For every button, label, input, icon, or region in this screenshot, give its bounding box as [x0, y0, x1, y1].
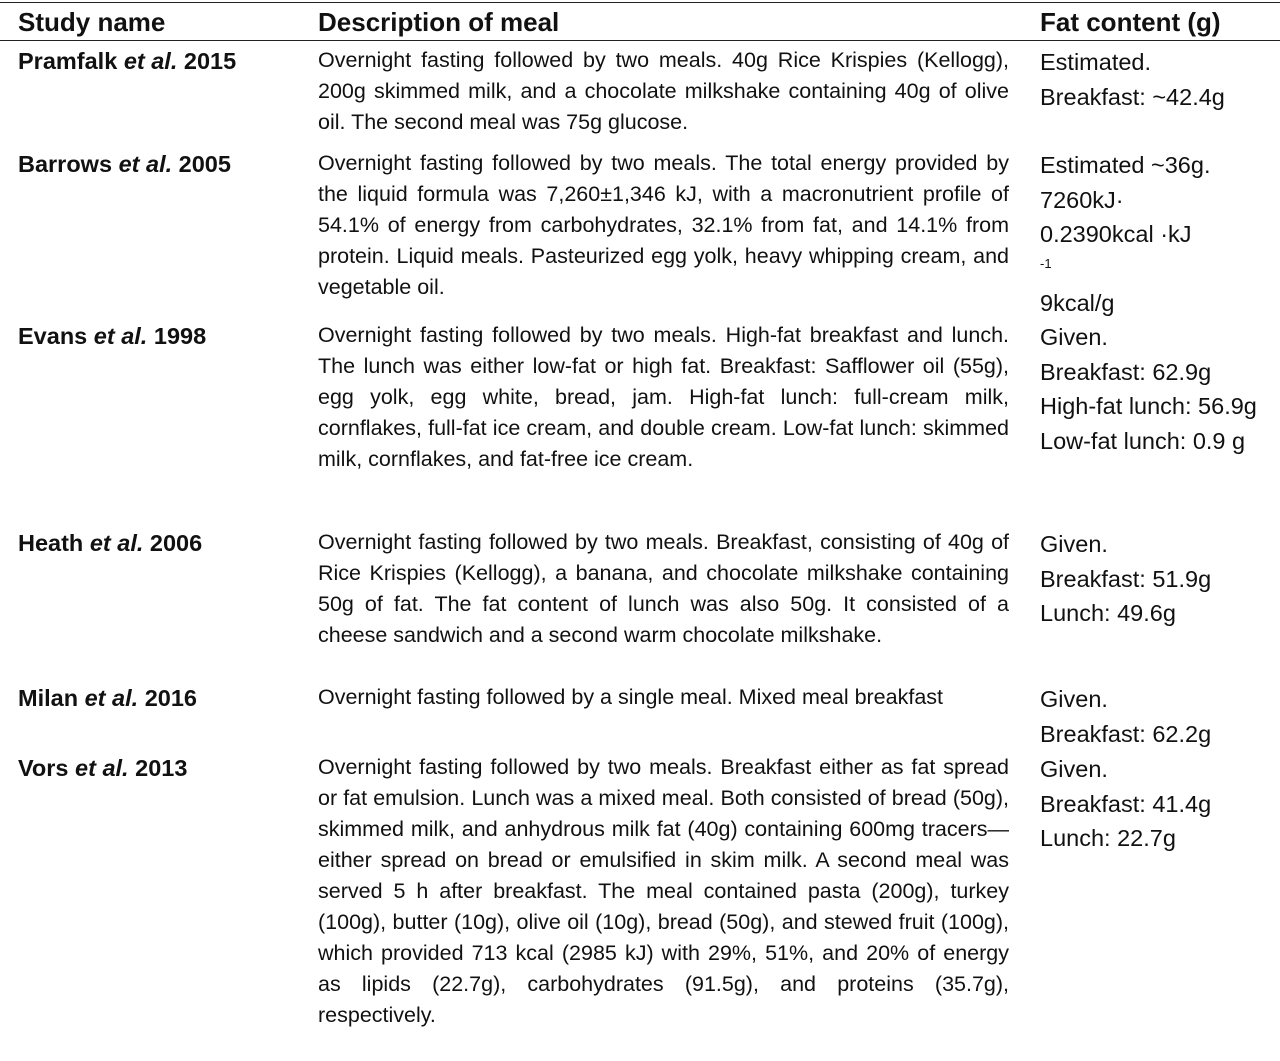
- study-name-cell: [18, 753, 298, 784]
- fat-line: Breakfast: 62.2g: [1040, 720, 1212, 747]
- study-etal: et al.: [84, 685, 139, 711]
- fat-line: Given.: [1040, 531, 1108, 557]
- study-year: 2013: [135, 755, 188, 781]
- study-name-cell: [18, 149, 298, 180]
- study-author: Pramfalk: [18, 48, 118, 74]
- fat-line: Low-fat lunch: 0.9 g: [1040, 427, 1246, 454]
- study-author: Barrows: [18, 151, 113, 177]
- study-year: 2005: [178, 151, 231, 177]
- study-etal: et al.: [93, 323, 148, 349]
- study-author: Evans: [18, 323, 88, 349]
- fat-line: Estimated.: [1040, 49, 1152, 75]
- description-cell: Overnight fasting followed by two meals. The total energy provided by the liquid formula was 7,260±1,346 kJ, with a macronutrient profile of 54.1% of energy from carbohydrates, 32.1% from fat, and 14.1% from protein. Liquid meals. Pasteurized egg yolk, heavy whipping cream, and vegetable oil.: [318, 151, 1009, 299]
- fat-line: High-fat lunch: 56.9g: [1040, 393, 1257, 419]
- study-year: 2006: [149, 530, 203, 556]
- study-author: Milan: [18, 685, 79, 711]
- study-name-cell: [18, 321, 298, 352]
- study-name-cell: [18, 683, 298, 714]
- fat-line: Given.: [1040, 686, 1108, 712]
- study-author: Heath: [18, 530, 84, 556]
- header-study-name: Study name: [18, 7, 166, 37]
- study-etal: et al.: [118, 151, 173, 177]
- description-cell: Overnight fasting followed by two meals. High-fat breakfast and lunch. The lunch was either low-fat or high fat. Breakfast: Safflower oil (55g), egg yolk, egg white, bread, jam. High-fat lunch: full-cream milk, cornflakes, full-fat ice cream, and double cream. Low-fat lunch: skimmed milk, cornflakes, and fat-free ice cream.: [318, 323, 1009, 471]
- fat-line: Breakfast: 62.9g: [1040, 358, 1212, 385]
- header-description: Description of meal: [318, 7, 560, 37]
- fat-line: Breakfast: 41.4g: [1040, 790, 1212, 817]
- description-cell: Overnight fasting followed by two meals. 40g Rice Krispies (Kellogg), 200g skimmed milk, and a chocolate milkshake containing 40g of olive oil. The second meal was 75g glucose.: [318, 48, 1009, 134]
- fat-content-cell: [1040, 527, 1261, 631]
- study-name-cell: [18, 46, 298, 77]
- fat-line: Breakfast: ~42.4g: [1040, 83, 1225, 110]
- study-name-cell: [18, 528, 298, 559]
- fat-line: [1040, 217, 1261, 286]
- fat-line: Lunch: 22.7g: [1040, 825, 1176, 851]
- fat-line-text: 0.2390kcal ·kJ: [1040, 221, 1192, 247]
- study-year: 2016: [144, 685, 197, 711]
- study-etal: et al.: [89, 530, 144, 556]
- study-etal: et al.: [75, 755, 129, 781]
- study-year: 1998: [153, 323, 207, 349]
- description-cell: Overnight fasting followed by two meals. Breakfast either as fat spread or fat emulsion. Lunch was a mixed meal. Both consisted of bread (50g), skimmed milk, and anhydrous milk fat (40g) containing 600mg tracers—either spread on bread or emulsified in skim milk. A second meal was served 5 h after breakfast. The meal contained pasta (200g), turkey (100g), butter (10g), olive oil (10g), bread (50g), and stewed fruit (100g), which provided 713 kcal (2985 kJ) with 29%, 51%, and 20% of energy as lipids (22.7g), carbohydrates (91.5g), and proteins (35.7g), respectively.: [318, 755, 1009, 1027]
- fat-line: Given.: [1040, 324, 1108, 350]
- fat-content-cell: [1040, 752, 1261, 856]
- header-rule: [0, 40, 1280, 41]
- fat-line: Estimated ~36g.: [1040, 152, 1211, 178]
- description-cell: Overnight fasting followed by two meals. Breakfast, consisting of 40g of Rice Krispies (Kellogg), a banana, and chocolate milkshake containing 50g of fat. The fat content of lunch was also 50g. It consisted of a cheese sandwich and a second warm chocolate milkshake.: [318, 530, 1009, 647]
- fat-content-cell: [1040, 682, 1261, 751]
- fat-content-cell: [1040, 45, 1261, 114]
- study-author: Vors: [18, 755, 69, 781]
- fat-content-cell: [1040, 148, 1261, 321]
- table-top-rule: [0, 2, 1280, 3]
- fat-content-cell: [1040, 320, 1261, 458]
- description-cell: Overnight fasting followed by a single meal. Mixed meal breakfast: [318, 685, 944, 709]
- fat-line: Breakfast: 51.9g: [1040, 565, 1212, 592]
- fat-line: 9kcal/g: [1040, 290, 1115, 316]
- study-etal: et al.: [123, 48, 178, 74]
- fat-line: Given.: [1040, 756, 1108, 782]
- study-year: 2015: [183, 48, 237, 74]
- fat-line: 7260kJ·: [1040, 186, 1124, 213]
- fat-superscript: -1: [1040, 255, 1052, 271]
- fat-line: Lunch: 49.6g: [1040, 600, 1176, 626]
- header-fat-content: Fat content (g): [1040, 7, 1221, 37]
